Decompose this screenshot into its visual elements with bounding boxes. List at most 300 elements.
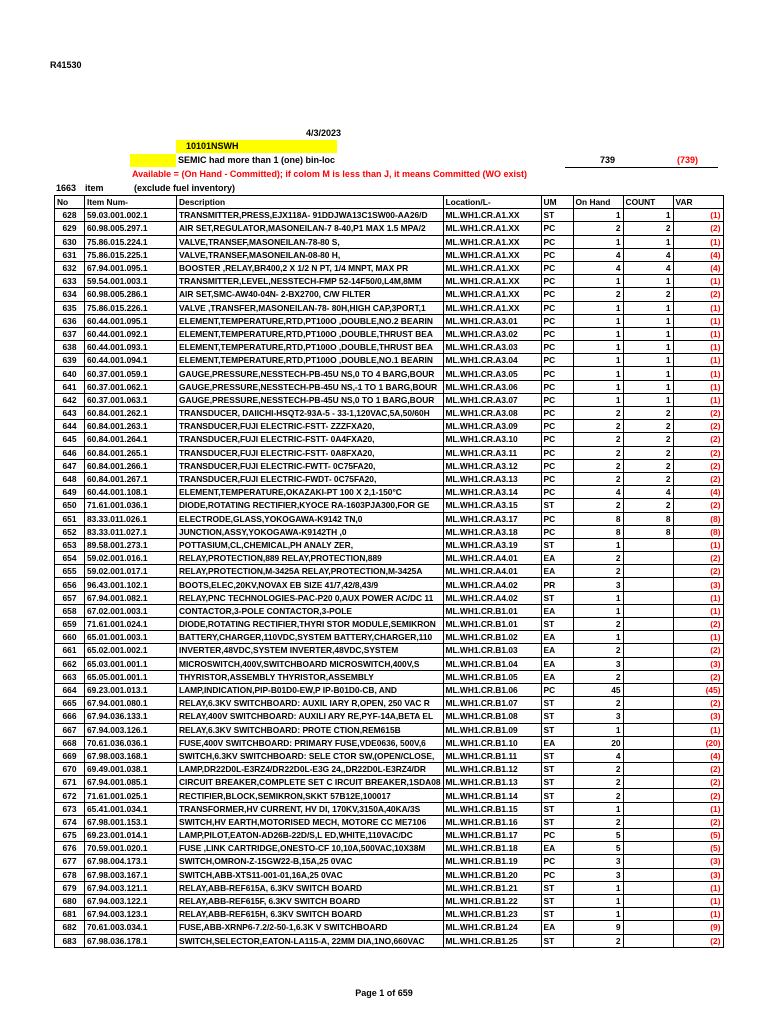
semic-note: SEMIC had more than 1 (one) bin-loc [178, 155, 336, 165]
cell-um: ST [541, 697, 573, 710]
cell-location: ML.WH1.CR.A3.05 [443, 367, 541, 380]
cell-um: EA [541, 631, 573, 644]
cell-on-hand: 2 [573, 459, 623, 472]
cell-on-hand: 8 [573, 512, 623, 525]
cell-item: 96.43.001.102.1 [85, 578, 177, 591]
cell-on-hand: 2 [573, 407, 623, 420]
cell-description: RELAY,PROTECTION,889 RELAY,PROTECTION,889 [177, 552, 444, 565]
cell-description: LAMP,PILOT,EATON-AD26B-22D/S,L ED,WHITE,110VAC/DC [177, 829, 444, 842]
cell-description: TRANSMITTER,PRESS,EJX118A- 91DDJWA13C1SW00-AA26/D [177, 209, 444, 222]
item-label: item [85, 183, 104, 193]
cell-description: TRANSDUCER,FUJI ELECTRIC-FSTT- ZZZFXA20, [177, 420, 444, 433]
table-header-row [55, 196, 724, 209]
table-row [55, 327, 724, 340]
table-row [55, 552, 724, 565]
cell-description: SWITCH,OMRON-Z-15GW22-B,15A,25 0VAC [177, 855, 444, 868]
cell-item: 59.02.001.016.1 [85, 552, 177, 565]
cell-description: ELEMENT,TEMPERATURE,RTD,PT100O ,DOUBLE,THRUST BEA [177, 327, 444, 340]
cell-location: ML.WH1.CR.B1.25 [443, 934, 541, 947]
cell-no: 646 [55, 446, 85, 459]
cell-count: 1 [623, 275, 673, 288]
cell-var: (2) [673, 433, 723, 446]
cell-var: (20) [673, 736, 723, 749]
table-row [55, 868, 724, 881]
cell-location: ML.WH1.CR.A3.14 [443, 486, 541, 499]
cell-um: ST [541, 789, 573, 802]
cell-um: PC [541, 829, 573, 842]
cell-no: 633 [55, 275, 85, 288]
cell-count [623, 644, 673, 657]
cell-no: 640 [55, 367, 85, 380]
cell-var: (2) [673, 934, 723, 947]
table-row [55, 723, 724, 736]
cell-location: ML.WH1.CR.B1.07 [443, 697, 541, 710]
cell-count: 1 [623, 327, 673, 340]
cell-item: 60.84.001.266.1 [85, 459, 177, 472]
cell-var: (1) [673, 341, 723, 354]
cell-location: ML.WH1.CR.A3.04 [443, 354, 541, 367]
cell-count [623, 591, 673, 604]
cell-no: 662 [55, 657, 85, 670]
cell-um: ST [541, 710, 573, 723]
cell-count [623, 552, 673, 565]
cell-item: 60.44.001.108.1 [85, 486, 177, 499]
cell-item: 83.33.011.027.1 [85, 525, 177, 538]
cell-item: 60.84.001.265.1 [85, 446, 177, 459]
cell-item: 67.94.001.085.1 [85, 776, 177, 789]
cell-location: ML.WH1.CR.B1.09 [443, 723, 541, 736]
cell-um: PC [541, 301, 573, 314]
cell-var: (2) [673, 565, 723, 578]
cell-on-hand: 2 [573, 433, 623, 446]
cell-no: 680 [55, 894, 85, 907]
cell-location: ML.WH1.CR.B1.22 [443, 894, 541, 907]
cell-location: ML.WH1.CR.B1.08 [443, 710, 541, 723]
cell-count [623, 842, 673, 855]
cell-on-hand: 2 [573, 565, 623, 578]
cell-description: CIRCUIT BREAKER,COMPLETE SET C IRCUIT BREAKER,1SDA08 [177, 776, 444, 789]
table-row [55, 736, 724, 749]
col-item: Item Num- [85, 196, 177, 209]
cell-um: PC [541, 459, 573, 472]
cell-description: FUSE ,LINK CARTRIDGE,ONESTO-CF 10,10A,500VAC,10X38M [177, 842, 444, 855]
cell-on-hand: 9 [573, 921, 623, 934]
cell-location: ML.WH1.CR.A3.12 [443, 459, 541, 472]
cell-count [623, 789, 673, 802]
cell-on-hand: 1 [573, 908, 623, 921]
warehouse-code: 10101NSWH [176, 140, 337, 153]
cell-var: (45) [673, 683, 723, 696]
cell-var: (1) [673, 209, 723, 222]
table-row [55, 420, 724, 433]
cell-on-hand: 2 [573, 472, 623, 485]
cell-um: PC [541, 486, 573, 499]
cell-location: ML.WH1.CR.B1.01 [443, 618, 541, 631]
cell-location: ML.WH1.CR.B1.06 [443, 683, 541, 696]
cell-item: 67.94.001.080.1 [85, 697, 177, 710]
cell-um: ST [541, 934, 573, 947]
cell-description: RELAY,PNC TECHNOLOGIES-PAC-P20 0,AUX POWER AC/DC 11 [177, 591, 444, 604]
cell-item: 67.98.003.167.1 [85, 868, 177, 881]
cell-item: 67.02.001.003.1 [85, 604, 177, 617]
cell-item: 71.61.001.036.1 [85, 499, 177, 512]
cell-location: ML.WH1.CR.A1.XX [443, 301, 541, 314]
cell-var: (3) [673, 657, 723, 670]
cell-location: ML.WH1.CR.A3.08 [443, 407, 541, 420]
cell-um: EA [541, 842, 573, 855]
cell-description: SWITCH,HV EARTH,MOTORISED MECH, MOTORE CC ME7106 [177, 815, 444, 828]
table-row [55, 763, 724, 776]
table-row [55, 301, 724, 314]
cell-item: 60.84.001.267.1 [85, 472, 177, 485]
table-row [55, 683, 724, 696]
cell-count: 2 [623, 222, 673, 235]
cell-on-hand: 2 [573, 644, 623, 657]
cell-count: 2 [623, 288, 673, 301]
cell-var: (1) [673, 908, 723, 921]
table-row [55, 591, 724, 604]
cell-no: 659 [55, 618, 85, 631]
cell-on-hand: 1 [573, 881, 623, 894]
cell-count [623, 683, 673, 696]
available-note: Available = (On Hand - Committed); if colom M is less than J, it means Committed (WO exist) [132, 169, 527, 179]
cell-description: INVERTER,48VDC,SYSTEM INVERTER,48VDC,SYSTEM [177, 644, 444, 657]
cell-um: PC [541, 512, 573, 525]
cell-var: (5) [673, 829, 723, 842]
cell-um: PC [541, 446, 573, 459]
cell-description: ELEMENT,TEMPERATURE,RTD,PT100O ,DOUBLE,THRUST BEA [177, 341, 444, 354]
cell-no: 669 [55, 749, 85, 762]
cell-description: FUSE,400V SWITCHBOARD: PRIMARY FUSE,VDE0636, 500V,6 [177, 736, 444, 749]
cell-no: 630 [55, 235, 85, 248]
cell-um: EA [541, 552, 573, 565]
cell-description: GAUGE,PRESSURE,NESSTECH-PB-45U NS,0 TO 1 BARG,BOUR [177, 393, 444, 406]
cell-var: (1) [673, 604, 723, 617]
cell-description: GAUGE,PRESSURE,NESSTECH-PB-45U NS,0 TO 4 BARG,BOUR [177, 367, 444, 380]
cell-description: SWITCH,ABB-XTS11-001-01,16A,25 0VAC [177, 868, 444, 881]
cell-um: ST [541, 908, 573, 921]
cell-on-hand: 4 [573, 749, 623, 762]
cell-count: 4 [623, 248, 673, 261]
cell-count [623, 578, 673, 591]
cell-item: 67.98.036.178.1 [85, 934, 177, 947]
cell-location: ML.WH1.CR.A3.10 [443, 433, 541, 446]
cell-location: ML.WH1.CR.A3.19 [443, 538, 541, 551]
table-row [55, 578, 724, 591]
cell-var: (2) [673, 763, 723, 776]
cell-on-hand: 1 [573, 393, 623, 406]
cell-on-hand: 1 [573, 209, 623, 222]
cell-um: EA [541, 604, 573, 617]
cell-description: GAUGE,PRESSURE,NESSTECH-PB-45U NS,-1 TO 1 BARG,BOUR [177, 380, 444, 393]
cell-location: ML.WH1.CR.B1.03 [443, 644, 541, 657]
cell-no: 667 [55, 723, 85, 736]
table-row [55, 209, 724, 222]
table-row [55, 367, 724, 380]
cell-on-hand: 1 [573, 591, 623, 604]
cell-var: (8) [673, 525, 723, 538]
cell-um: PC [541, 393, 573, 406]
cell-location: ML.WH1.CR.A3.02 [443, 327, 541, 340]
cell-no: 677 [55, 855, 85, 868]
report-code: R41530 [50, 60, 82, 70]
table-row [55, 538, 724, 551]
cell-count [623, 565, 673, 578]
cell-var: (3) [673, 578, 723, 591]
cell-description: ELECTRODE,GLASS,YOKOGAWA-K9142 TN,0 [177, 512, 444, 525]
table-row [55, 499, 724, 512]
cell-on-hand: 1 [573, 380, 623, 393]
table-row [55, 631, 724, 644]
cell-item: 89.58.001.273.1 [85, 538, 177, 551]
cell-location: ML.WH1.CR.B1.18 [443, 842, 541, 855]
cell-no: 639 [55, 354, 85, 367]
cell-var: (2) [673, 697, 723, 710]
cell-count [623, 802, 673, 815]
cell-no: 629 [55, 222, 85, 235]
cell-description: TRANSDUCER,FUJI ELECTRIC-FWDT- 0C75FA20, [177, 472, 444, 485]
cell-location: ML.WH1.CR.A1.XX [443, 261, 541, 274]
cell-item: 71.61.001.025.1 [85, 789, 177, 802]
cell-location: ML.WH1.CR.A1.XX [443, 288, 541, 301]
cell-location: ML.WH1.CR.A1.XX [443, 209, 541, 222]
cell-no: 634 [55, 288, 85, 301]
cell-no: 644 [55, 420, 85, 433]
cell-no: 671 [55, 776, 85, 789]
cell-item: 60.44.001.095.1 [85, 314, 177, 327]
col-count: COUNT [623, 196, 673, 209]
cell-um: PC [541, 314, 573, 327]
cell-location: ML.WH1.CR.A3.15 [443, 499, 541, 512]
cell-var: (2) [673, 499, 723, 512]
cell-item: 60.98.005.297.1 [85, 222, 177, 235]
cell-on-hand: 5 [573, 829, 623, 842]
cell-on-hand: 1 [573, 327, 623, 340]
cell-var: (1) [673, 314, 723, 327]
cell-var: (3) [673, 868, 723, 881]
cell-um: EA [541, 736, 573, 749]
table-row [55, 881, 724, 894]
cell-no: 637 [55, 327, 85, 340]
cell-description: AIR SET,REGULATOR,MASONEILAN-7 8-40,P1 MAX 1.5 MPA/2 [177, 222, 444, 235]
cell-on-hand: 5 [573, 842, 623, 855]
cell-count: 2 [623, 420, 673, 433]
table-row [55, 618, 724, 631]
table-row [55, 749, 724, 762]
cell-on-hand: 4 [573, 248, 623, 261]
table-row [55, 842, 724, 855]
col-on-hand: On Hand [573, 196, 623, 209]
cell-um: ST [541, 815, 573, 828]
cell-var: (1) [673, 631, 723, 644]
cell-description: JUNCTION,ASSY,YOKOGAWA-K9142TH ,0 [177, 525, 444, 538]
table-row [55, 235, 724, 248]
cell-count [623, 697, 673, 710]
cell-var: (3) [673, 710, 723, 723]
cell-description: TRANSDUCER,FUJI ELECTRIC-FWTT- 0C75FA20, [177, 459, 444, 472]
cell-description: RELAY,6.3KV SWITCHBOARD: AUXIL IARY R,OPEN, 250 VAC R [177, 697, 444, 710]
cell-count: 2 [623, 433, 673, 446]
cell-on-hand: 1 [573, 894, 623, 907]
col-var: VAR [673, 196, 723, 209]
cell-on-hand: 4 [573, 261, 623, 274]
cell-var: (2) [673, 288, 723, 301]
cell-location: ML.WH1.CR.B1.21 [443, 881, 541, 894]
cell-var: (2) [673, 776, 723, 789]
cell-item: 69.23.001.013.1 [85, 683, 177, 696]
cell-location: ML.WH1.CR.B1.15 [443, 802, 541, 815]
cell-var: (2) [673, 552, 723, 565]
cell-on-hand: 1 [573, 631, 623, 644]
cell-on-hand: 1 [573, 314, 623, 327]
cell-no: 683 [55, 934, 85, 947]
table-row [55, 657, 724, 670]
cell-count [623, 855, 673, 868]
cell-no: 658 [55, 604, 85, 617]
cell-description: SWITCH,SELECTOR,EATON-LA115-A, 22MM DIA,1NO,660VAC [177, 934, 444, 947]
cell-count: 1 [623, 380, 673, 393]
cell-no: 672 [55, 789, 85, 802]
cell-um: EA [541, 921, 573, 934]
cell-item: 60.37.001.062.1 [85, 380, 177, 393]
cell-var: (1) [673, 393, 723, 406]
cell-no: 645 [55, 433, 85, 446]
cell-um: PC [541, 472, 573, 485]
table-row [55, 446, 724, 459]
cell-count [623, 815, 673, 828]
total-var: (739) [676, 155, 698, 165]
cell-no: 681 [55, 908, 85, 921]
cell-um: EA [541, 565, 573, 578]
cell-on-hand: 2 [573, 776, 623, 789]
cell-count [623, 710, 673, 723]
cell-location: ML.WH1.CR.A4.02 [443, 591, 541, 604]
cell-item: 67.94.003.122.1 [85, 894, 177, 907]
cell-description: CONTACTOR,3-POLE CONTACTOR,3-POLE [177, 604, 444, 617]
table-row [55, 512, 724, 525]
cell-location: ML.WH1.CR.A3.09 [443, 420, 541, 433]
cell-item: 67.94.001.095.1 [85, 261, 177, 274]
cell-var: (1) [673, 538, 723, 551]
cell-no: 661 [55, 644, 85, 657]
table-row [55, 433, 724, 446]
cell-location: ML.WH1.CR.B1.02 [443, 631, 541, 644]
cell-description: BOOSTER ,RELAY,BR400,2 X 1/2 N PT, 1/4 MNPT, MAX PR [177, 261, 444, 274]
cell-um: PC [541, 868, 573, 881]
cell-um: ST [541, 538, 573, 551]
cell-um: ST [541, 894, 573, 907]
cell-um: PR [541, 578, 573, 591]
cell-var: (1) [673, 591, 723, 604]
total-on-hand: 739 [599, 155, 615, 165]
cell-no: 653 [55, 538, 85, 551]
cell-on-hand: 1 [573, 538, 623, 551]
table-row [55, 894, 724, 907]
cell-location: ML.WH1.CR.A1.XX [443, 248, 541, 261]
cell-var: (1) [673, 367, 723, 380]
cell-description: LAMP,DR22D0L-E3RZ4/DR22D0L-E3G 24,,DR22D0L-E3RZ4/DR [177, 763, 444, 776]
table-row [55, 789, 724, 802]
cell-on-hand: 2 [573, 288, 623, 301]
item-count: 1663 [56, 183, 77, 193]
cell-um: PC [541, 354, 573, 367]
cell-location: ML.WH1.CR.A3.07 [443, 393, 541, 406]
cell-count: 1 [623, 301, 673, 314]
cell-description: ELEMENT,TEMPERATURE,OKAZAKI-PT 100 X 2,1-150°C [177, 486, 444, 499]
cell-count [623, 894, 673, 907]
cell-item: 65.01.001.003.1 [85, 631, 177, 644]
cell-on-hand: 1 [573, 235, 623, 248]
cell-count [623, 604, 673, 617]
table-row [55, 525, 724, 538]
cell-no: 656 [55, 578, 85, 591]
cell-on-hand: 1 [573, 275, 623, 288]
table-row [55, 314, 724, 327]
cell-description: RELAY,400V SWITCHBOARD: AUXILI ARY RE,PYF-14A,BETA EL [177, 710, 444, 723]
cell-on-hand: 4 [573, 486, 623, 499]
cell-var: (2) [673, 459, 723, 472]
cell-on-hand: 2 [573, 420, 623, 433]
cell-description: THYRISTOR,ASSEMBLY THYRISTOR,ASSEMBLY [177, 670, 444, 683]
page-number: Page 1 of 659 [355, 988, 413, 998]
cell-on-hand: 2 [573, 763, 623, 776]
table-row [55, 407, 724, 420]
cell-um: ST [541, 591, 573, 604]
cell-count [623, 934, 673, 947]
cell-location: ML.WH1.CR.A3.18 [443, 525, 541, 538]
cell-no: 674 [55, 815, 85, 828]
cell-no: 682 [55, 921, 85, 934]
cell-um: PC [541, 433, 573, 446]
cell-item: 67.94.003.126.1 [85, 723, 177, 736]
cell-no: 651 [55, 512, 85, 525]
cell-count [623, 736, 673, 749]
cell-no: 641 [55, 380, 85, 393]
cell-description: TRANSFORMER,HV CURRENT, HV DI, 170KV,3150A,40KA/3S [177, 802, 444, 815]
cell-count [623, 631, 673, 644]
cell-no: 664 [55, 683, 85, 696]
cell-var: (2) [673, 420, 723, 433]
cell-no: 638 [55, 341, 85, 354]
col-no: No [55, 196, 85, 209]
cell-no: 648 [55, 472, 85, 485]
cell-description: TRANSDUCER,FUJI ELECTRIC-FSTT- 0A4FXA20, [177, 433, 444, 446]
cell-no: 670 [55, 763, 85, 776]
cell-on-hand: 2 [573, 446, 623, 459]
cell-count: 2 [623, 499, 673, 512]
cell-item: 65.05.001.001.1 [85, 670, 177, 683]
cell-description: DIODE,ROTATING RECTIFIER,KYOCE RA-1603PJA300,FOR GE [177, 499, 444, 512]
cell-item: 67.94.036.133.1 [85, 710, 177, 723]
cell-um: EA [541, 657, 573, 670]
cell-on-hand: 1 [573, 367, 623, 380]
table-row [55, 697, 724, 710]
cell-description: LAMP,INDICATION,PIP-B01D0-EW,P IP-B01D0-CB, AND [177, 683, 444, 696]
cell-item: 60.37.001.063.1 [85, 393, 177, 406]
cell-um: PC [541, 420, 573, 433]
cell-um: ST [541, 209, 573, 222]
cell-no: 654 [55, 552, 85, 565]
cell-var: (2) [673, 472, 723, 485]
cell-on-hand: 2 [573, 934, 623, 947]
cell-location: ML.WH1.CR.A1.XX [443, 275, 541, 288]
cell-item: 60.98.005.286.1 [85, 288, 177, 301]
table-row [55, 486, 724, 499]
cell-item: 59.03.001.002.1 [85, 209, 177, 222]
cell-on-hand: 45 [573, 683, 623, 696]
cell-item: 70.61.003.034.1 [85, 921, 177, 934]
cell-var: (1) [673, 723, 723, 736]
